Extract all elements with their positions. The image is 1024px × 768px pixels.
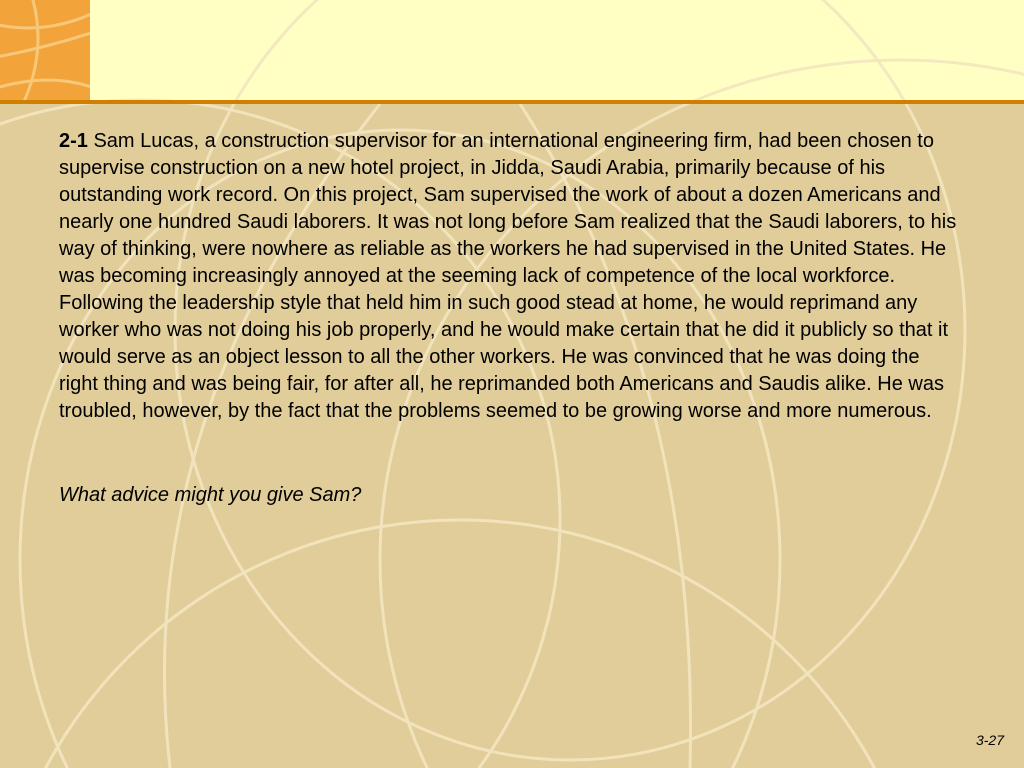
header-divider (0, 100, 1024, 104)
case-body-text (59, 128, 959, 425)
slide-number: 3-27 (975, 732, 1004, 748)
case-label: 2-1 (59, 130, 88, 152)
discussion-question: What advice might you give Sam? (59, 484, 362, 506)
case-description: Sam Lucas, a construction supervisor for an international engineering firm, had been chosen to supervise construction on a new hotel project, in Jidda, Saudi Arabia, primarily because of his outstanding work record. On this project, Sam supervised the work of about a dozen Americans and nearly one hundred Saudi laborers. It was not long before Sam realized that the Saudi laborers, to his way of thinking, were nowhere as reliable as the workers he had supervised in the United States. He was becoming increasingly annoyed at the seeming lack of competence of the local workforce. Following the leadership style that held him in such good stead at home, he would reprimand any worker who was not doing his job properly, and he would make certain that he did it publicly so that it would serve as an object lesson to all the other workers. He was convinced that he was doing the right thing and was being fair, for after all, he reprimanded both Americans and Saudis alike. He was troubled, however, by the fact that the problems seemed to be growing worse and more numerous. (59, 130, 957, 422)
